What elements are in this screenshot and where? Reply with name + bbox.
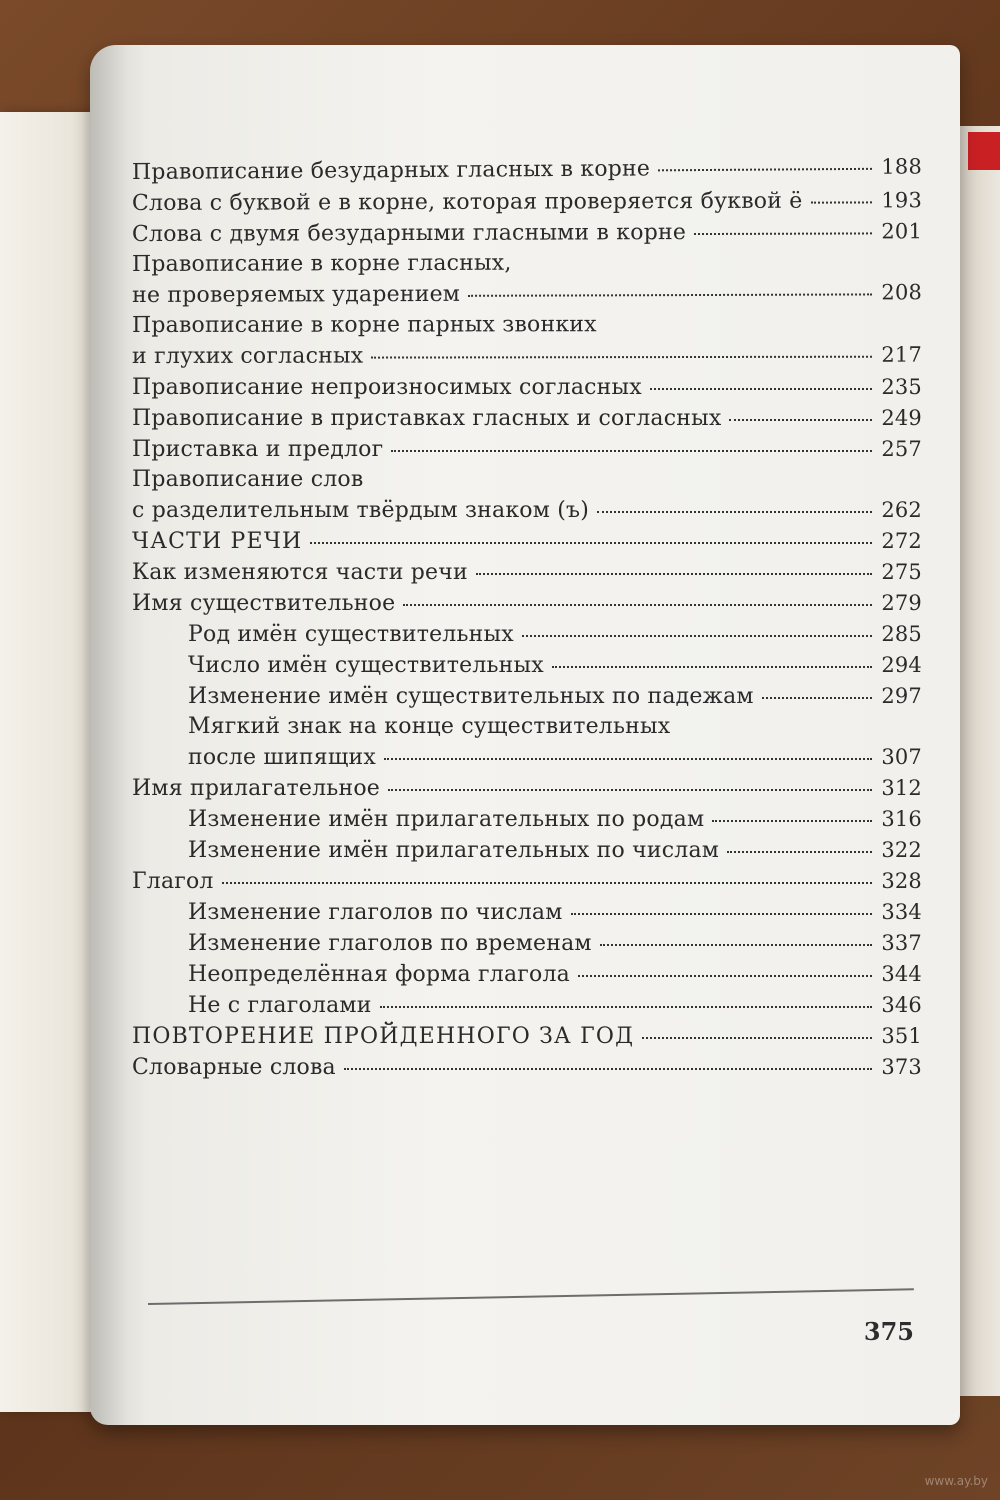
toc-entry — [132, 310, 922, 372]
toc-title-line-1: Мягкий знак на конце существительных — [188, 714, 671, 739]
toc-page-number: 344 — [881, 962, 922, 986]
dot-leader — [403, 604, 872, 606]
toc-title: Имя прилагательное — [132, 776, 380, 801]
toc-title: Имя существительное — [132, 591, 396, 616]
toc-page-number: 334 — [881, 900, 922, 924]
toc-title: Не с глаголами — [188, 993, 372, 1018]
toc-subentry — [132, 681, 922, 712]
toc-title: Изменение имён прилагательных по родам — [188, 807, 705, 832]
toc-page-number: 297 — [881, 684, 922, 708]
toc-title: Слова с двумя безударными гласными в корне — [131, 220, 687, 247]
dot-leader — [729, 419, 872, 421]
toc-title: Словарные слова — [132, 1055, 336, 1080]
dot-leader — [388, 789, 872, 791]
dot-leader — [468, 293, 872, 296]
toc-entry — [132, 216, 922, 250]
toc-second-line — [132, 340, 922, 372]
toc-page-number: 316 — [881, 807, 922, 831]
toc-entry — [132, 1052, 922, 1083]
dot-leader — [712, 820, 872, 822]
dot-leader — [642, 1037, 872, 1039]
toc-entry — [132, 557, 922, 588]
dot-leader — [658, 168, 872, 171]
toc-heading-entry — [132, 1021, 922, 1052]
toc-entry — [132, 185, 922, 219]
toc-subentry — [132, 650, 922, 681]
toc-page-number: 275 — [881, 560, 922, 584]
dot-leader — [310, 542, 872, 544]
toc-page-number: 328 — [881, 869, 922, 893]
toc-subentry — [132, 835, 922, 866]
toc-title-line-1: Правописание слов — [132, 467, 364, 492]
toc-title: Правописание непроизносимых согласных — [132, 375, 642, 400]
toc-page-number: 235 — [881, 375, 922, 399]
toc-title-line-2: не проверяемых ударением — [132, 281, 461, 308]
toc-page-number: 188 — [881, 154, 923, 179]
dot-leader — [384, 758, 872, 760]
toc-page-number: 272 — [881, 529, 922, 553]
toc-subentry — [132, 897, 922, 928]
toc-title: Приставка и предлог — [132, 437, 384, 462]
toc-title: Изменение глаголов по временам — [188, 931, 592, 956]
dot-leader — [522, 635, 872, 637]
toc-title: Изменение имён прилагательных по числам — [188, 838, 720, 863]
toc-page-number: 312 — [881, 776, 922, 800]
dot-leader — [222, 882, 872, 884]
dot-leader — [810, 201, 872, 203]
toc-entry — [132, 403, 922, 434]
toc-page-number: 337 — [881, 931, 922, 955]
toc-entry — [132, 773, 922, 804]
page-number: 375 — [863, 1317, 914, 1346]
toc-title: Число имён существительных — [188, 653, 544, 678]
dot-leader — [694, 232, 872, 235]
toc-entry — [132, 434, 922, 465]
toc-title: Как изменяются части речи — [132, 560, 468, 585]
toc-subentry — [132, 959, 922, 990]
footer-rule — [148, 1288, 914, 1305]
toc-subentry — [132, 804, 922, 835]
toc-title: Изменение глаголов по числам — [188, 900, 563, 925]
toc-title: Неопределённая форма глагола — [188, 962, 570, 987]
watermark: www.ay.by — [924, 1474, 988, 1488]
toc-section-heading: ЧАСТИ РЕЧИ — [132, 529, 303, 554]
book-page — [90, 45, 960, 1425]
dot-leader — [571, 913, 872, 915]
right-book-cover — [958, 126, 1000, 1396]
toc-page-number: 257 — [881, 437, 922, 461]
dot-leader — [578, 975, 872, 977]
toc-entry — [132, 372, 922, 403]
toc-page-number: 217 — [881, 342, 923, 367]
toc-entry — [132, 465, 922, 526]
toc-subentry — [132, 928, 922, 959]
toc-entry — [132, 588, 922, 619]
toc-subentry — [132, 990, 922, 1021]
toc-title-line-1: Правописание в корне парных звонких — [131, 312, 597, 338]
dot-leader — [380, 1006, 872, 1008]
dot-leader — [597, 511, 872, 513]
table-of-contents — [131, 154, 923, 1083]
dot-leader — [600, 944, 872, 946]
toc-subentry — [132, 619, 922, 650]
toc-section-heading: ПОВТОРЕНИЕ ПРОЙДЕННОГО ЗА ГОД — [132, 1024, 635, 1049]
toc-second-line — [188, 742, 922, 773]
toc-page-number: 307 — [881, 745, 922, 769]
toc-entry — [132, 866, 922, 897]
toc-page-number: 351 — [881, 1024, 922, 1048]
dot-leader — [344, 1068, 872, 1070]
dot-leader — [552, 666, 872, 668]
dot-leader — [650, 388, 872, 390]
toc-page-number: 201 — [881, 219, 923, 244]
toc-page-number: 322 — [881, 838, 922, 862]
toc-title: Глагол — [132, 869, 214, 894]
toc-heading-entry — [132, 526, 922, 557]
dot-leader — [727, 851, 872, 853]
toc-page-number: 208 — [881, 280, 923, 305]
toc-entry — [132, 151, 922, 188]
dot-leader — [476, 573, 872, 575]
dot-leader — [762, 697, 872, 699]
toc-title-line-2: с разделительным твёрдым знаком (ъ) — [132, 498, 590, 523]
toc-title: Правописание в приставках гласных и согласных — [132, 406, 722, 431]
toc-title-line-2: и глухих согласных — [132, 343, 364, 369]
red-cover-edge — [968, 132, 1000, 170]
toc-title: Род имён существительных — [188, 622, 514, 647]
toc-page-number: 262 — [881, 498, 922, 522]
toc-title-line-1: Правописание в корне гласных, — [131, 250, 512, 278]
toc-second-line — [132, 277, 922, 311]
dot-leader — [371, 356, 872, 359]
toc-page-number: 193 — [881, 188, 923, 213]
toc-page-number: 285 — [881, 622, 922, 646]
toc-page-number: 346 — [881, 993, 922, 1017]
toc-title: Слова с буквой е в корне, которая проверяется буквой ё — [131, 188, 803, 216]
toc-title: Изменение имён существительных по падежам — [188, 684, 754, 709]
toc-page-number: 279 — [881, 591, 922, 615]
toc-title: Правописание безударных гласных в корне — [131, 156, 651, 185]
toc-page-number: 373 — [881, 1055, 922, 1079]
toc-page-number: 294 — [881, 653, 922, 677]
toc-second-line — [132, 495, 922, 526]
toc-subentry — [132, 712, 922, 773]
toc-entry — [132, 247, 922, 311]
dot-leader — [391, 450, 872, 452]
toc-title-line-2: после шипящих — [188, 745, 376, 770]
toc-page-number: 249 — [881, 406, 922, 430]
